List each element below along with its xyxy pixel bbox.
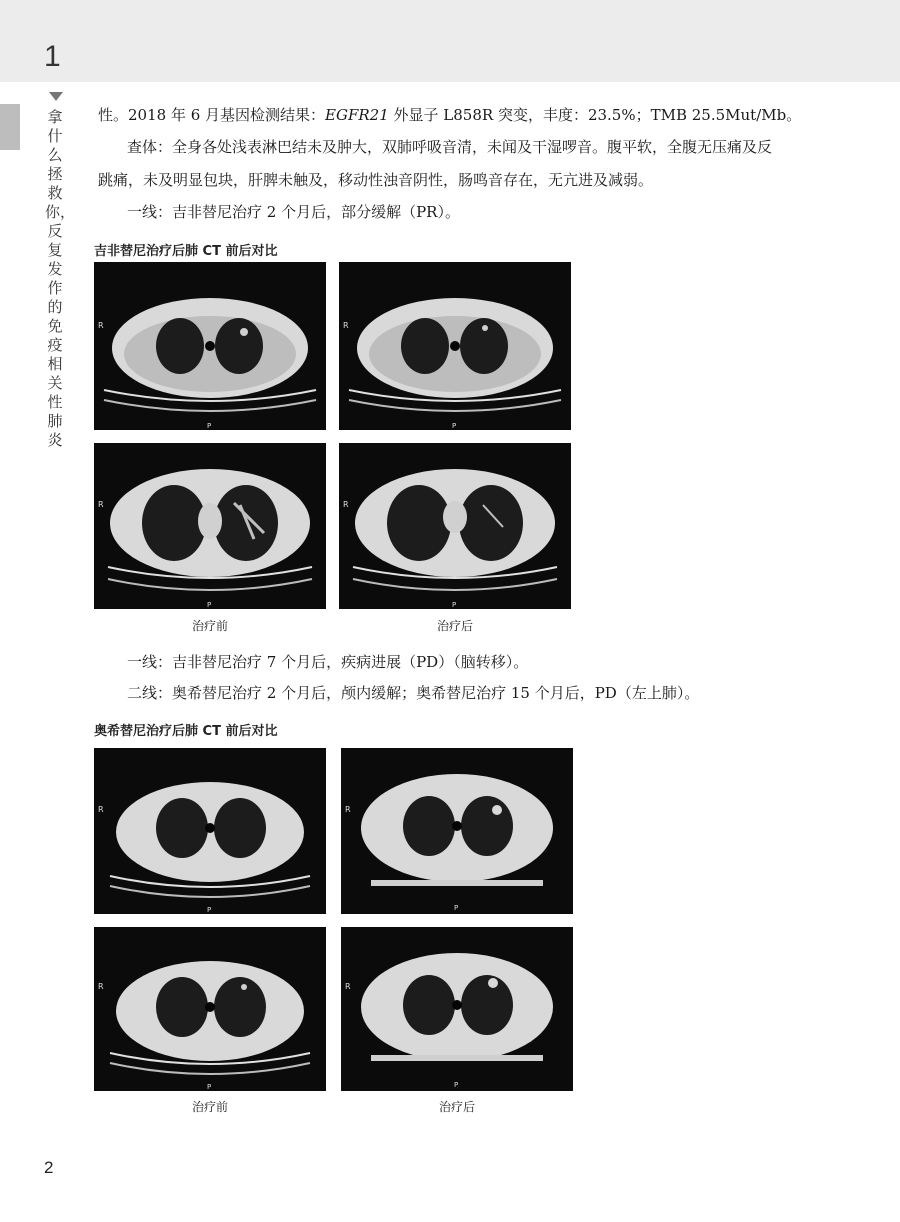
ct-label-p: P: [207, 906, 212, 914]
ct-label-p: P: [207, 601, 212, 609]
ct-image-gefitinib-before-upper: [94, 262, 326, 430]
ct-image-gefitinib-after-lower: [339, 443, 571, 609]
caption-before: 治疗前: [191, 619, 228, 633]
figure-title-gefitinib: 吉非替尼治疗后肺 CT 前后对比: [94, 244, 278, 259]
paragraph-first-line-pd: 一线：吉非替尼治疗 7 个月后，疾病进展（PD）（脑转移）。: [127, 653, 529, 671]
ct-label-p: P: [207, 1083, 212, 1091]
caption-after: 治疗后: [438, 1100, 475, 1114]
figure-title-osimertinib: 奥希替尼治疗后肺 CT 前后对比: [94, 724, 278, 739]
chapter-side-title: 拿什么拯救你，反复发作的免疫相关性肺炎: [45, 108, 76, 449]
page-number: 2: [44, 1158, 54, 1177]
ct-label-r: R: [343, 500, 349, 509]
ct-label-r: R: [98, 982, 104, 991]
caption-after: 治疗后: [436, 619, 473, 633]
paragraph-exam-line1: 查体：全身各处浅表淋巴结未及肿大，双肺呼吸音清，未闻及干湿啰音。腹平软，全腹无压痛及反: [127, 138, 773, 156]
chapter-marker-icon: [49, 92, 63, 101]
ct-label-r: R: [98, 500, 104, 509]
ct-label-r: R: [343, 321, 349, 330]
paragraph-second-line: 二线：奥希替尼治疗 2 个月后，颅内缓解；奥希替尼治疗 15 个月后，PD（左上肺）。: [127, 684, 700, 702]
gene-text-part2: 外显子 L858R 突变，丰度：23.5%；TMB 25.5Mut/Mb。: [388, 106, 802, 124]
ct-label-p: P: [452, 422, 457, 430]
ct-label-r: R: [98, 805, 104, 814]
ct-label-p: P: [454, 1081, 459, 1089]
page-header-band: [0, 0, 900, 82]
gene-name: EGFR21: [325, 106, 389, 124]
ct-label-r: R: [345, 982, 351, 991]
ct-image-osimertinib-before-upper: [94, 748, 326, 914]
ct-label-p: P: [207, 422, 212, 430]
ct-image-gefitinib-before-lower: [94, 443, 326, 609]
caption-before: 治疗前: [191, 1100, 228, 1114]
ct-image-osimertinib-before-lower: [94, 927, 326, 1091]
ct-label-r: R: [345, 805, 351, 814]
paragraph-exam-line2: 跳痛，未及明显包块，肝脾未触及，移动性浊音阴性，肠鸣音存在，无亢进及减弱。: [98, 171, 654, 189]
paragraph-gene-test: [98, 100, 808, 131]
ct-label-r: R: [98, 321, 104, 330]
ct-image-osimertinib-after-upper: [341, 748, 573, 914]
side-tab-bar: [0, 104, 20, 150]
ct-label-p: P: [454, 904, 459, 912]
paragraph-first-line-pr: 一线：吉非替尼治疗 2 个月后，部分缓解（PR）。: [127, 203, 460, 221]
chapter-number: 1: [44, 40, 61, 73]
gene-text-part1: 性。2018 年 6 月基因检测结果：: [98, 106, 326, 124]
ct-image-gefitinib-after-upper: [339, 262, 571, 430]
ct-image-osimertinib-after-lower: [341, 927, 573, 1091]
ct-label-p: P: [452, 601, 457, 609]
